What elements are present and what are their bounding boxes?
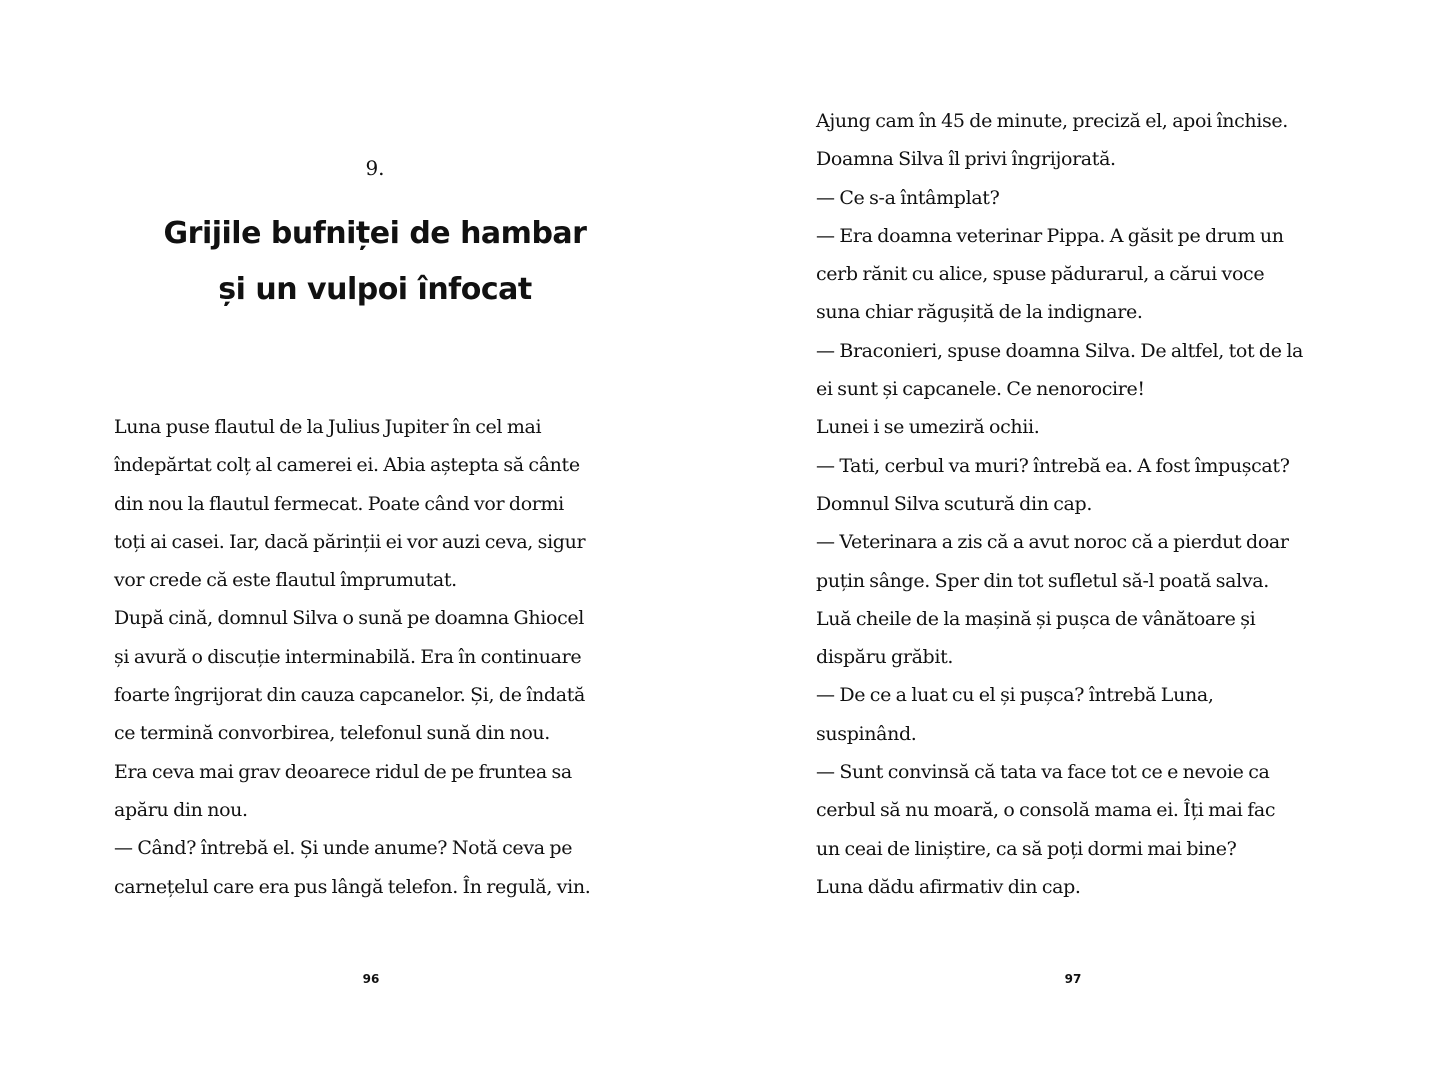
text-line: Luă cheile de la mașină și pușca de vânătoare și — [816, 607, 1256, 630]
text-line: puțin sânge. Sper din tot sufletul să-l poată salva. — [816, 569, 1269, 592]
chapter-title — [115, 206, 635, 318]
chapter-title-line: Grijile bufniței de hambar — [163, 216, 587, 251]
left-page — [0, 0, 722, 1083]
text-line: — Ce s-a întâmplat? — [816, 186, 1000, 209]
text-line: — Sunt convinsă că tata va face tot ce e nevoie ca — [816, 761, 1270, 784]
text-line: — Braconieri, spuse doamna Silva. De altfel, tot de la — [816, 339, 1304, 362]
text-line: îndepărtat colț al camerei ei. Abia aștepta să cânte — [114, 454, 580, 477]
text-line: După cină, domnul Silva o sună pe doamna Ghiocel — [114, 607, 584, 630]
text-line: foarte îngrijorat din cauza capcanelor. Și, de îndată — [114, 684, 585, 707]
page-number-right: 97 — [1064, 972, 1082, 986]
chapter-title-line: și un vulpoi înfocat — [218, 272, 532, 307]
text-line: vor crede că este flautul împrumutat. — [114, 569, 457, 592]
text-line: toți ai casei. Iar, dacă părinții ei vor auzi ceva, sigur — [114, 530, 586, 553]
text-line: Era ceva mai grav deoarece ridul de pe fruntea sa — [114, 760, 572, 783]
text-line: ce termină convorbirea, telefonul sună din nou. — [114, 722, 550, 745]
text-line: un ceai de liniștire, ca să poți dormi mai bine? — [816, 837, 1237, 860]
text-line: suspinând. — [816, 722, 917, 745]
text-line: și avură o discuție interminabilă. Era în continuare — [114, 645, 582, 668]
text-line: Luna puse flautul de la Julius Jupiter în cel mai — [114, 416, 542, 438]
text-line: — De ce a luat cu el și pușca? întrebă Luna, — [816, 684, 1214, 707]
text-line: carnețelul care era pus lângă telefon. În regulă, vin. — [114, 875, 591, 898]
chapter-number: 9. — [365, 156, 385, 180]
text-line: suna chiar răgușită de la indignare. — [816, 301, 1143, 324]
text-line: Luna dădu afirmativ din cap. — [816, 875, 1081, 898]
text-line: cerb rănit cu alice, spuse pădurarul, a cărui voce — [816, 263, 1265, 286]
left-page-body — [114, 408, 644, 906]
right-page-body — [816, 102, 1376, 906]
text-line: Doamna Silva îl privi îngrijorată. — [816, 148, 1116, 171]
text-line: Lunei i se umeziră ochii. — [816, 416, 1040, 439]
page-number-left: 96 — [362, 972, 380, 986]
right-page — [722, 0, 1445, 1083]
text-line: ei sunt și capcanele. Ce nenorocire! — [816, 378, 1145, 401]
text-line: Ajung cam în 45 de minute, preciză el, apoi închise. — [816, 110, 1288, 132]
text-line: — Veterinara a zis că a avut noroc că a pierdut doar — [816, 531, 1289, 554]
text-line: apăru din nou. — [114, 798, 248, 821]
text-line: — Era doamna veterinar Pippa. A găsit pe drum un — [816, 224, 1284, 247]
text-line: din nou la flautul fermecat. Poate când vor dormi — [114, 492, 564, 515]
text-line: dispăru grăbit. — [816, 646, 954, 669]
text-line: — Când? întrebă el. Și unde anume? Notă ceva pe — [114, 837, 573, 860]
text-line: Domnul Silva scutură din cap. — [816, 492, 1093, 515]
text-line: cerbul să nu moară, o consolă mama ei. Îți mai fac — [816, 799, 1276, 822]
text-line: — Tati, cerbul va muri? întrebă ea. A fost împușcat? — [816, 454, 1290, 477]
